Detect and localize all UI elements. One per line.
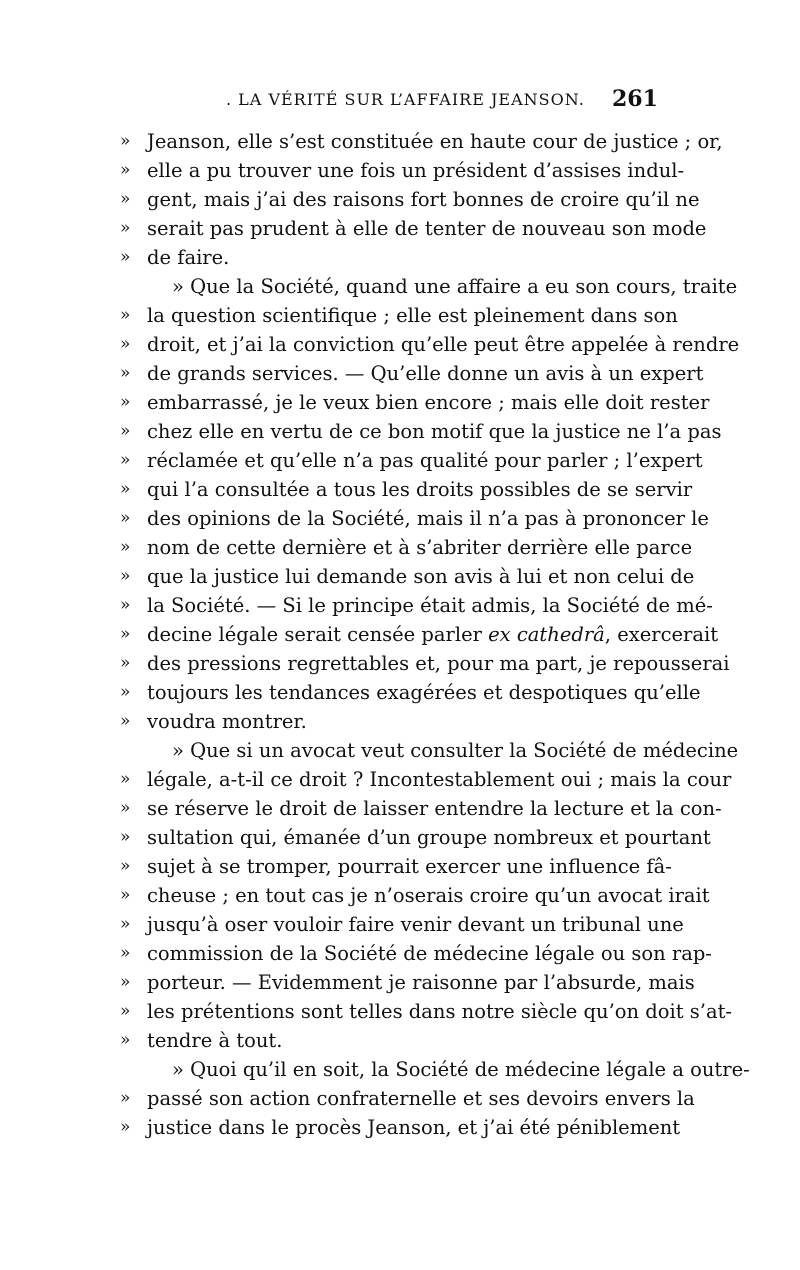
text-line — [0, 1055, 800, 1084]
line-text: tendre à tout. — [147, 1029, 283, 1052]
text-line — [0, 504, 800, 533]
quote-mark: » — [120, 1117, 131, 1137]
quote-mark: » — [120, 885, 131, 905]
quote-mark: » — [120, 421, 131, 441]
text-line — [0, 156, 800, 185]
quote-mark: » — [120, 189, 131, 209]
quote-mark: » — [120, 218, 131, 238]
line-text: de grands services. — Qu’elle donne un avis à un expert — [147, 362, 704, 385]
line-text-part: decine légale serait censée parler — [147, 623, 482, 646]
line-text: justice dans le procès Jeanson, et j’ai été péniblement — [147, 1116, 681, 1139]
text-line — [0, 185, 800, 214]
quote-mark: » — [120, 363, 131, 383]
text-line — [0, 765, 800, 794]
text-line — [0, 359, 800, 388]
line-text-part: , exercerait — [604, 623, 719, 646]
quote-mark: » — [120, 566, 131, 586]
text-line — [0, 214, 800, 243]
line-text: commission de la Société de médecine légale ou son rap- — [147, 942, 712, 965]
quote-mark: » — [120, 508, 131, 528]
quote-mark: » — [120, 160, 131, 180]
line-text: droit, et j’ai la conviction qu’elle peut être appelée à rendre — [147, 333, 740, 356]
quote-mark: » — [120, 711, 131, 731]
line-text: chez elle en vertu de ce bon motif que la justice ne l’a pas — [147, 420, 722, 443]
quote-mark: » — [120, 247, 131, 267]
quote-mark: » — [120, 392, 131, 412]
line-text: la Société. — Si le principe était admis, la Société de mé- — [147, 594, 713, 617]
text-line — [0, 417, 800, 446]
text-line — [0, 1084, 800, 1113]
text-line — [0, 736, 800, 765]
line-text: embarrassé, je le veux bien encore ; mais elle doit rester — [147, 391, 710, 414]
text-line — [0, 620, 800, 649]
quote-mark: » — [120, 798, 131, 818]
line-text: elle a pu trouver une fois un président d’assises indul- — [147, 159, 685, 182]
line-text: sujet à se tromper, pourrait exercer une influence fâ- — [147, 855, 672, 878]
line-text: se réserve le droit de laisser entendre la lecture et la con- — [147, 797, 722, 820]
running-title: . LA VÉRITÉ SUR L’AFFAIRE JEANSON. — [226, 90, 585, 109]
page-number: 261 — [612, 86, 658, 112]
line-text: nom de cette dernière et à s’abriter derrière elle parce — [147, 536, 693, 559]
text-line — [0, 591, 800, 620]
quote-mark: » — [120, 653, 131, 673]
quote-mark: » — [120, 537, 131, 557]
quote-mark: » — [120, 914, 131, 934]
text-line — [0, 533, 800, 562]
line-text: » Quoi qu’il en soit, la Société de médecine légale a outre- — [172, 1058, 750, 1081]
text-line — [0, 301, 800, 330]
text-line — [0, 881, 800, 910]
line-text: cheuse ; en tout cas je n’oserais croire qu’un avocat irait — [147, 884, 710, 907]
text-line — [0, 330, 800, 359]
line-text: que la justice lui demande son avis à lui et non celui de — [147, 565, 695, 588]
quote-mark: » — [120, 450, 131, 470]
quote-mark: » — [120, 305, 131, 325]
line-text: la question scientifique ; elle est pleinement dans son — [147, 304, 678, 327]
line-text: des pressions regrettables et, pour ma part, je repousserai — [147, 652, 730, 675]
quote-mark: » — [120, 682, 131, 702]
quote-mark: » — [120, 334, 131, 354]
text-line — [0, 1026, 800, 1055]
quote-mark: » — [120, 972, 131, 992]
text-line — [0, 272, 800, 301]
page-header — [0, 86, 800, 120]
line-text: sultation qui, émanée d’un groupe nombreux et pourtant — [147, 826, 711, 849]
quote-mark: » — [120, 1001, 131, 1021]
quote-mark: » — [120, 479, 131, 499]
quote-mark: » — [120, 624, 131, 644]
quote-mark: » — [120, 1088, 131, 1108]
text-line — [0, 823, 800, 852]
line-text — [147, 620, 719, 649]
text-line — [0, 446, 800, 475]
quote-mark: » — [120, 1030, 131, 1050]
text-line — [0, 968, 800, 997]
text-line — [0, 562, 800, 591]
text-line — [0, 852, 800, 881]
line-text: légale, a-t-il ce droit ? Incontestablement oui ; mais la cour — [147, 768, 732, 791]
text-line — [0, 707, 800, 736]
line-text: voudra montrer. — [147, 710, 307, 733]
text-line — [0, 910, 800, 939]
quote-mark: » — [120, 595, 131, 615]
text-line — [0, 1113, 800, 1142]
line-text: » Que si un avocat veut consulter la Société de médecine — [172, 739, 739, 762]
line-text: gent, mais j’ai des raisons fort bonnes de croire qu’il ne — [147, 188, 700, 211]
line-text: Jeanson, elle s’est constituée en haute cour de justice ; or, — [147, 130, 723, 153]
quote-mark: » — [120, 769, 131, 789]
quote-mark: » — [120, 827, 131, 847]
line-text: des opinions de la Société, mais il n’a pas à prononcer le — [147, 507, 709, 530]
line-text: jusqu’à oser vouloir faire venir devant un tribunal une — [147, 913, 684, 936]
line-text: réclamée et qu’elle n’a pas qualité pour parler ; l’expert — [147, 449, 703, 472]
line-text: » Que la Société, quand une affaire a eu son cours, traite — [172, 275, 738, 298]
text-line — [0, 127, 800, 156]
quote-mark: » — [120, 943, 131, 963]
line-text: toujours les tendances exagérées et despotiques qu’elle — [147, 681, 701, 704]
line-text: les prétentions sont telles dans notre siècle qu’on doit s’at- — [147, 1000, 733, 1023]
text-line — [0, 243, 800, 272]
line-text: passé son action confraternelle et ses devoirs envers la — [147, 1087, 695, 1110]
line-text: porteur. — Evidemment je raisonne par l’absurde, mais — [147, 971, 695, 994]
line-text: serait pas prudent à elle de tenter de nouveau son mode — [147, 217, 707, 240]
quote-mark: » — [120, 131, 131, 151]
quote-mark: » — [120, 856, 131, 876]
text-line — [0, 649, 800, 678]
text-line — [0, 678, 800, 707]
line-text: de faire. — [147, 246, 230, 269]
text-line — [0, 475, 800, 504]
italic-phrase: ex cathedrâ — [488, 623, 605, 646]
text-line — [0, 794, 800, 823]
text-line — [0, 997, 800, 1026]
text-line — [0, 939, 800, 968]
line-text: qui l’a consultée a tous les droits possibles de se servir — [147, 478, 693, 501]
text-line — [0, 388, 800, 417]
